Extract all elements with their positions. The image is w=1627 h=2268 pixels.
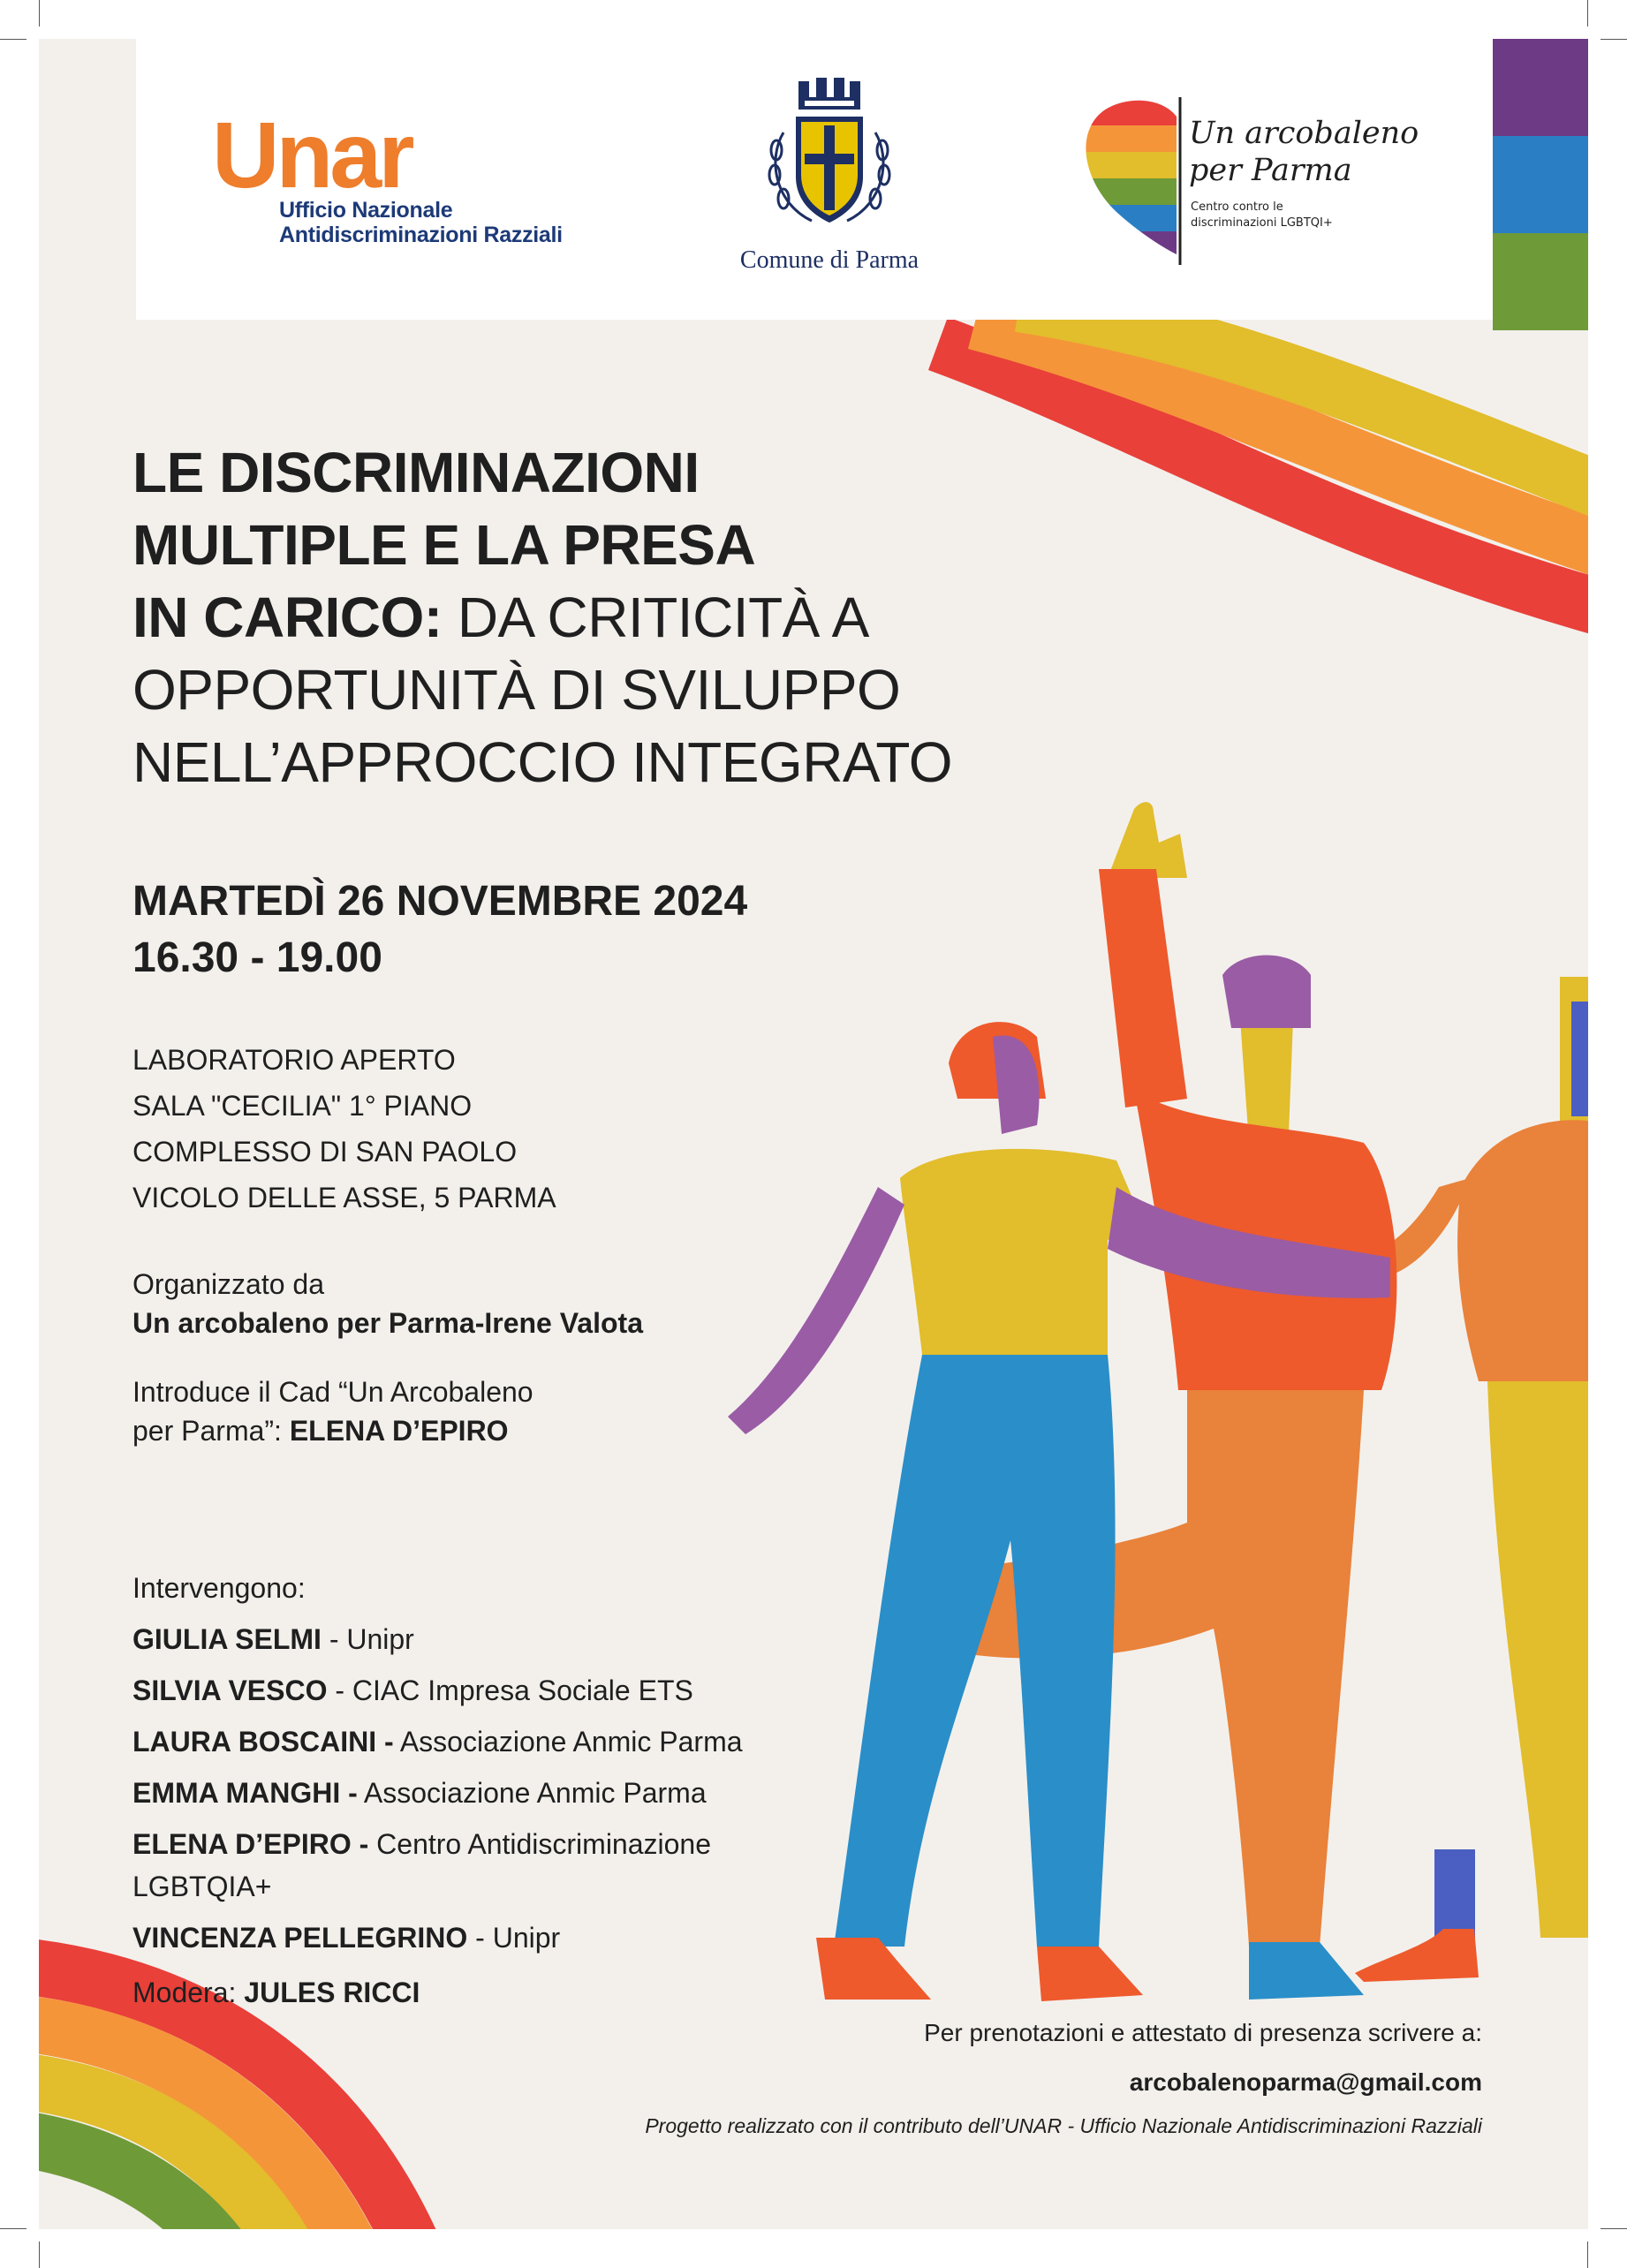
arcobaleno-title-line2: per Parma [1189,153,1352,188]
speaker-affiliation: - Unipr [321,1623,414,1655]
speaker-affiliation: - CIAC Impresa Sociale ETS [327,1675,693,1706]
title-line-5: NELL’APPROCCIO INTEGRATO [132,730,953,794]
event-date: MARTEDÌ 26 NOVEMBRE 2024 [132,878,748,925]
crop-mark [1587,0,1588,26]
contact-email[interactable]: arcobalenoparma@gmail.com [1129,2068,1482,2096]
intro-line-2: per Parma”: [132,1415,290,1447]
speaker-affiliation: Centro Antidiscriminazione [368,1828,712,1860]
speaker-affiliation: Associazione Anmic Parma [393,1726,743,1758]
arcobaleno-sub-line1: Centro contro le [1191,200,1283,214]
crop-mark [39,0,40,26]
venue-line: VICOLO DELLE ASSE, 5 PARMA [132,1182,556,1213]
speaker-affiliation: Associazione Anmic Parma [357,1777,707,1809]
right-person-legs [1487,1381,1588,1938]
comune-name: Comune di Parma [739,246,919,274]
speaker-name: SILVIA VESCO [132,1675,328,1706]
right-person-torso [1457,1120,1588,1381]
unar-wordmark: Unar [212,103,412,208]
crop-mark [0,2228,26,2229]
speaker-name: ELENA D’EPIRO - [132,1828,369,1860]
crop-mark [1601,39,1627,40]
title-line-1: LE DISCRIMINAZIONI [132,441,700,504]
intro-speaker: ELENA D’EPIRO [289,1415,509,1447]
middle-person-hair [1222,956,1311,1029]
title-line-3-light: DA CRITICITÀ A [442,586,869,649]
intro-line-1: Introduce il Cad “Un Arcobaleno [132,1376,534,1408]
moderator-label: Modera: [132,1977,245,2008]
speaker-name: VINCENZA PELLEGRINO [132,1922,468,1954]
unar-subtitle-line1: Ufficio Nazionale [279,198,453,223]
moderator-name: JULES RICCI [244,1977,420,2008]
title-line-2: MULTIPLE E LA PRESA [132,513,756,577]
unar-subtitle-line2: Antidiscriminazioni Razziali [279,223,563,247]
speaker-affiliation: - Unipr [467,1922,561,1954]
speaker-name: GIULIA SELMI [132,1623,322,1655]
poster-page [39,39,1588,2229]
speaker-name: LAURA BOSCAINI - [132,1726,394,1758]
booking-info [924,2008,1482,2107]
middle-person-hand [1108,802,1187,878]
speaker-affiliation: LGBTQIA+ [132,1871,272,1902]
crop-mark [39,2242,40,2268]
event-time: 16.30 - 19.00 [132,934,382,981]
booking-text: Per prenotazioni e attestato di presenza scrivere a: [924,2019,1482,2046]
credit-text: Progetto realizzato con il contributo dell’UNAR - Ufficio Nazionale Antidiscriminazioni Razziali [645,2114,1482,2137]
organizer-name: Un arcobaleno per Parma-Irene Valota [132,1307,643,1339]
crop-mark [1601,2228,1627,2229]
crop-mark [1587,2242,1588,2268]
arcobaleno-title-line1: Un arcobaleno [1189,116,1419,151]
speakers-label: Intervengono: [132,1572,306,1604]
left-person-torso [900,1149,1143,1355]
left-person-legs [834,1355,1116,1947]
organizer-label: Organizzato da [132,1268,325,1300]
venue-line: SALA "CECILIA" 1° PIANO [132,1090,473,1122]
crop-mark [0,39,26,40]
people-illustration [39,39,1588,2229]
title-line-4: OPPORTUNITÀ DI SVILUPPO [132,658,901,722]
arcobaleno-sub-line2: discriminazioni LGBTQI+ [1191,216,1333,230]
venue-line: LABORATORIO APERTO [132,1044,456,1076]
venue-line: COMPLESSO DI SAN PAOLO [132,1136,518,1168]
speaker-name: EMMA MANGHI - [132,1777,358,1809]
title-line-3-bold: IN CARICO: [132,586,443,649]
